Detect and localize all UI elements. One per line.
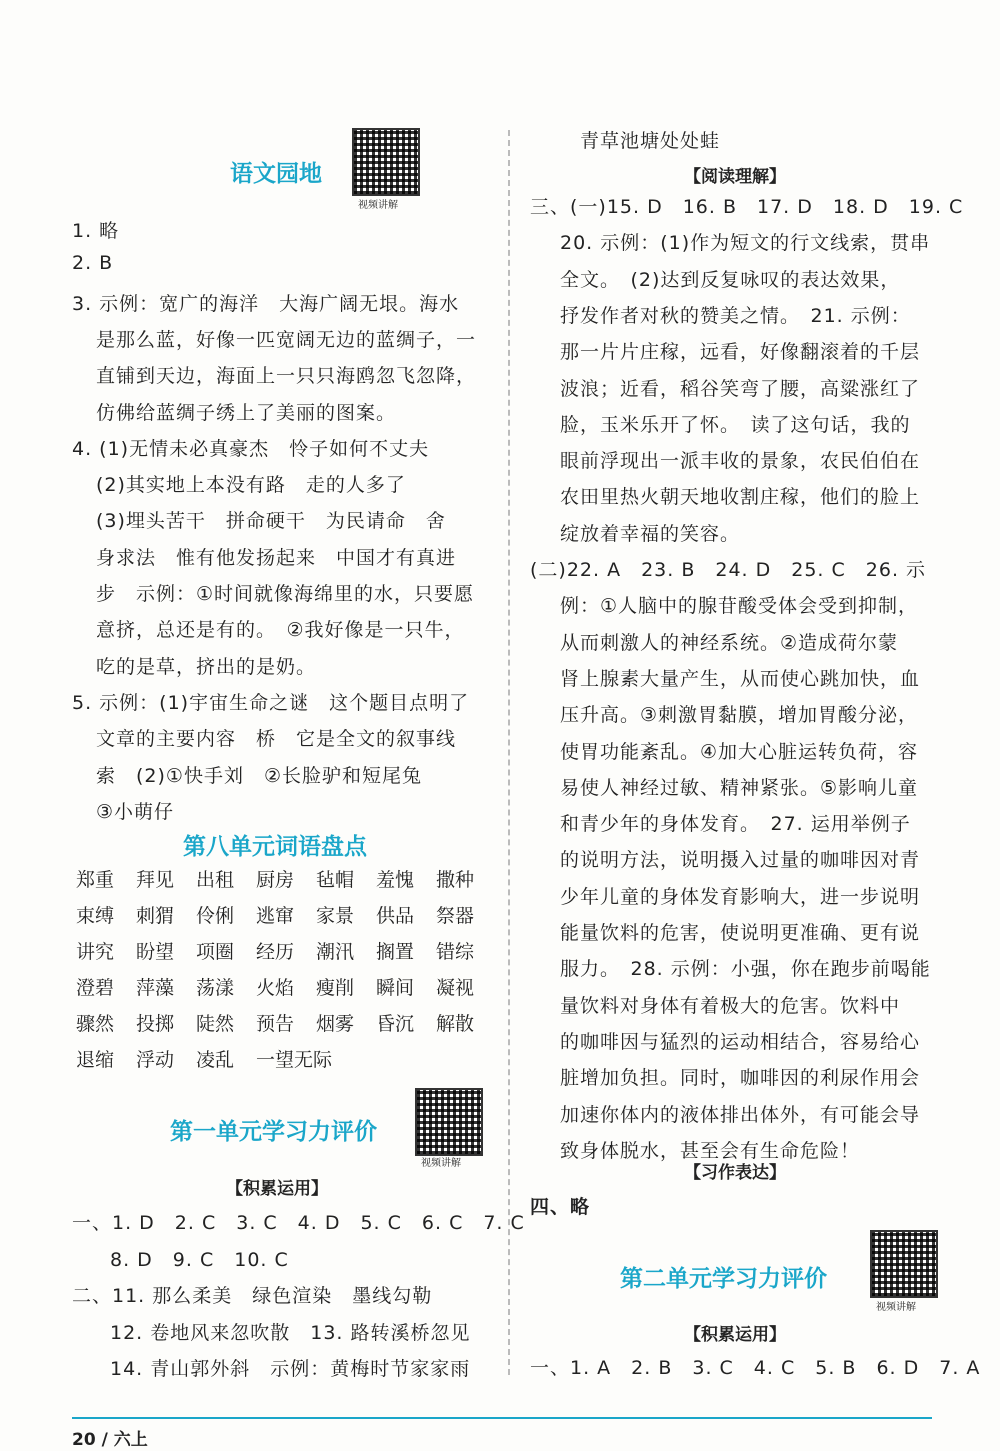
- answer-line: 索 (2)①快手刘 ②长脸驴和短尾兔: [96, 764, 422, 787]
- word-cell: 供品: [376, 905, 415, 927]
- word-cell: 撒种: [436, 869, 475, 891]
- word-cell: [316, 1045, 376, 1072]
- answer-line: 肾上腺素大量产生，从而使心跳加快，血: [560, 667, 921, 690]
- word-cell: 错综: [436, 941, 475, 963]
- answer-line: 那一片片庄稼，远看，好像翻滚着的千层: [560, 341, 921, 364]
- word-cell: 祭器: [436, 905, 475, 927]
- answer-line: 从而刺激人的神经系统。②造成荷尔蒙: [560, 631, 899, 654]
- word-cell: 预告: [256, 1013, 295, 1035]
- answer-line: 能量饮料的危害，使说明更准确、更有说: [560, 922, 921, 944]
- answer-line: (3)埋头苦干 拼命硬干 为民请命 舍: [96, 510, 446, 533]
- subsection-accumulate: 【积累运用】: [226, 1179, 328, 1199]
- answer-line: 使胃功能紊乱。④加大心脏运转负荷，容: [560, 740, 919, 763]
- answer-line: 和青少年的身体发育。 27. 运用举例子: [560, 813, 911, 836]
- answer-line: 眼前浮现出一派丰收的景象，农民伯伯在: [560, 450, 921, 473]
- word-cell: 投掷: [136, 1013, 175, 1035]
- answer-line: (二)22. A 23. B 24. D 25. C 26. 示: [530, 559, 927, 581]
- word-row: [76, 901, 496, 928]
- answer-line: 量饮料对身体有着极大的危害。饮料中: [560, 994, 901, 1017]
- answer-line: 致身体脱水，甚至会有生命危险！: [560, 1139, 861, 1162]
- answer-line: 1. 略: [72, 220, 120, 242]
- answer-line: 加速你体内的液体排出体外，有可能会导: [560, 1103, 921, 1126]
- word-cell: 昏沉: [376, 1013, 415, 1035]
- answer-line: 意挤，总还是有的。 ②我好像是一只牛，: [96, 619, 465, 642]
- word-row: [76, 1045, 496, 1072]
- word-cell: 刺猬: [136, 905, 175, 927]
- word-cell: 一望无际: [256, 1049, 333, 1071]
- word-cell: 项圈: [196, 941, 235, 963]
- section-title-yuwen-yuandi: 语文园地: [230, 161, 322, 187]
- answer-line: 仿佛给蓝绸子绣上了美丽的图案。: [96, 401, 397, 424]
- answer-line: 波浪；近看，稻谷笑弯了腰，高粱涨红了: [560, 377, 921, 400]
- word-cell: 荡漾: [196, 977, 235, 999]
- answer-line: 的说明方法，说明摄入过量的咖啡因对青: [560, 849, 921, 872]
- word-cell: 萍藻: [136, 977, 175, 999]
- answer-line: ③小萌仔: [96, 800, 175, 823]
- page-footer: 20 / 六上: [72, 1430, 148, 1450]
- answer-line: 抒发作者对秋的赞美之情。 21. 示例：: [560, 304, 911, 327]
- answer-line: 一、1. D 2. C 3. C 4. D 5. C 6. C 7. C: [72, 1212, 525, 1234]
- answer-line: 身求法 惟有他发扬起来 中国才有真进: [96, 546, 457, 569]
- subsection-reading: 【阅读理解】: [684, 167, 786, 187]
- word-cell: 盼望: [136, 941, 175, 963]
- answer-line: 绽放着幸福的笑容。: [560, 522, 741, 545]
- word-cell: 烟雾: [316, 1013, 355, 1035]
- word-cell: 家景: [316, 905, 355, 927]
- qr-code-icon[interactable]: [415, 1088, 483, 1156]
- answer-line: 文章的主要内容 桥 它是全文的叙事线: [96, 728, 457, 751]
- answer-line: 脸，玉米乐开了怀。 读了这句话，我的: [560, 413, 911, 436]
- word-cell: 退缩: [76, 1049, 115, 1071]
- answer-line: 例：①人脑中的腺苷酸受体会受到抑制，: [560, 595, 919, 618]
- word-cell: 拜见: [136, 869, 175, 891]
- word-cell: 瞬间: [376, 977, 415, 999]
- word-cell: 解散: [436, 1013, 475, 1035]
- qr-caption: 视频讲解: [876, 1302, 916, 1313]
- answer-line: 2. B: [72, 252, 114, 275]
- answer-line: 步 示例：①时间就像海绵里的水，只要愿: [96, 583, 475, 605]
- word-cell: 陡然: [196, 1013, 235, 1035]
- word-row: [76, 937, 496, 964]
- answer-line: 直铺到天边，海面上一只只海鸥忽飞忽降，: [96, 365, 477, 388]
- word-cell: 火焰: [256, 977, 295, 999]
- answer-line: 12. 卷地风来忽吹散 13. 路转溪桥忽见: [110, 1321, 471, 1344]
- word-cell: [436, 1045, 496, 1072]
- word-cell: 束缚: [76, 905, 115, 927]
- answer-line: 农田里热火朝天地收割庄稼，他们的脸上: [560, 486, 921, 509]
- column-divider: [508, 130, 510, 1375]
- word-cell: 羞愧: [376, 869, 415, 891]
- answer-line: 青草池塘处处蛙: [580, 130, 721, 152]
- word-cell: [376, 1045, 436, 1072]
- qr-caption: 视频讲解: [358, 200, 398, 211]
- answer-line: 的咖啡因与猛烈的运动相结合，容易给心: [560, 1030, 921, 1053]
- word-cell: 搁置: [376, 941, 415, 963]
- word-cell: 逃窜: [256, 905, 295, 927]
- answer-line: 是那么蓝，好像一匹宽阔无边的蓝绸子，一: [96, 328, 477, 351]
- qr-code-icon[interactable]: [870, 1230, 938, 1298]
- section-title-word-review: 第八单元词语盘点: [183, 834, 367, 860]
- word-cell: 厨房: [256, 869, 295, 891]
- word-cell: 伶俐: [196, 905, 235, 927]
- answer-line: 吃的是草，挤出的是奶。: [96, 655, 317, 678]
- answer-line: 二、11. 那么柔美 绿色渲染 墨线勾勒: [72, 1285, 433, 1307]
- word-cell: 经历: [256, 941, 295, 963]
- answer-line: 8. D 9. C 10. C: [110, 1248, 289, 1271]
- answer-line: 4. (1)无情未必真豪杰 怜子如何不丈夫: [72, 437, 430, 460]
- answer-four: 四、略: [530, 1196, 591, 1218]
- word-row: [76, 1009, 496, 1036]
- answer-line: 脏增加负担。同时，咖啡因的利尿作用会: [560, 1067, 921, 1090]
- word-row: [76, 865, 496, 892]
- subsection-accumulate-2: 【积累运用】: [684, 1325, 786, 1345]
- section-title-unit1: 第一单元学习力评价: [170, 1119, 377, 1145]
- answer-line: 易使人神经过敏、精神紧张。⑤影响儿童: [560, 776, 919, 799]
- word-cell: 毡帽: [316, 869, 355, 891]
- word-cell: 讲究: [76, 941, 115, 963]
- answer-line: 压升高。③刺激胃黏膜，增加胃酸分泌，: [560, 704, 919, 727]
- word-cell: 骤然: [76, 1013, 115, 1035]
- answer-line-last: 一、1. A 2. B 3. C 4. C 5. B 6. D 7. A: [530, 1357, 981, 1379]
- qr-code-icon[interactable]: [352, 128, 420, 196]
- word-cell: 澄碧: [76, 977, 115, 999]
- word-row: [76, 973, 496, 1000]
- word-cell: 郑重: [76, 869, 115, 891]
- answer-line: 少年儿童的身体发育影响大，进一步说明: [560, 885, 921, 908]
- section-title-unit2: 第二单元学习力评价: [620, 1266, 827, 1292]
- answer-line: (2)其实地上本没有路 走的人多了: [96, 474, 406, 497]
- answer-line: 全文。 (2)达到反复咏叹的表达效果，: [560, 268, 901, 291]
- word-cell: 瘦削: [316, 977, 355, 999]
- word-cell: 浮动: [136, 1049, 175, 1071]
- word-cell: 凝视: [436, 977, 475, 999]
- answer-line: 三、(一)15. D 16. B 17. D 18. D 19. C: [530, 196, 964, 218]
- word-cell: 出租: [196, 869, 235, 891]
- footer-rule: [72, 1417, 932, 1419]
- answer-line: 服力。 28. 示例：小强，你在跑步前喝能: [560, 958, 931, 981]
- word-cell: 潮汛: [316, 941, 355, 963]
- answer-line: 5. 示例：(1)宇宙生命之谜 这个题目点明了: [72, 691, 470, 714]
- answer-line: 14. 青山郭外斜 示例：黄梅时节家家雨: [110, 1358, 471, 1380]
- subsection-writing: 【习作表达】: [684, 1163, 786, 1183]
- qr-caption: 视频讲解: [421, 1158, 461, 1169]
- answer-line: 3. 示例：宽广的海洋 大海广阔无垠。海水: [72, 292, 460, 315]
- answer-line: 20. 示例：(1)作为短文的行文线索，贯串: [560, 232, 931, 255]
- word-cell: 凌乱: [196, 1049, 235, 1071]
